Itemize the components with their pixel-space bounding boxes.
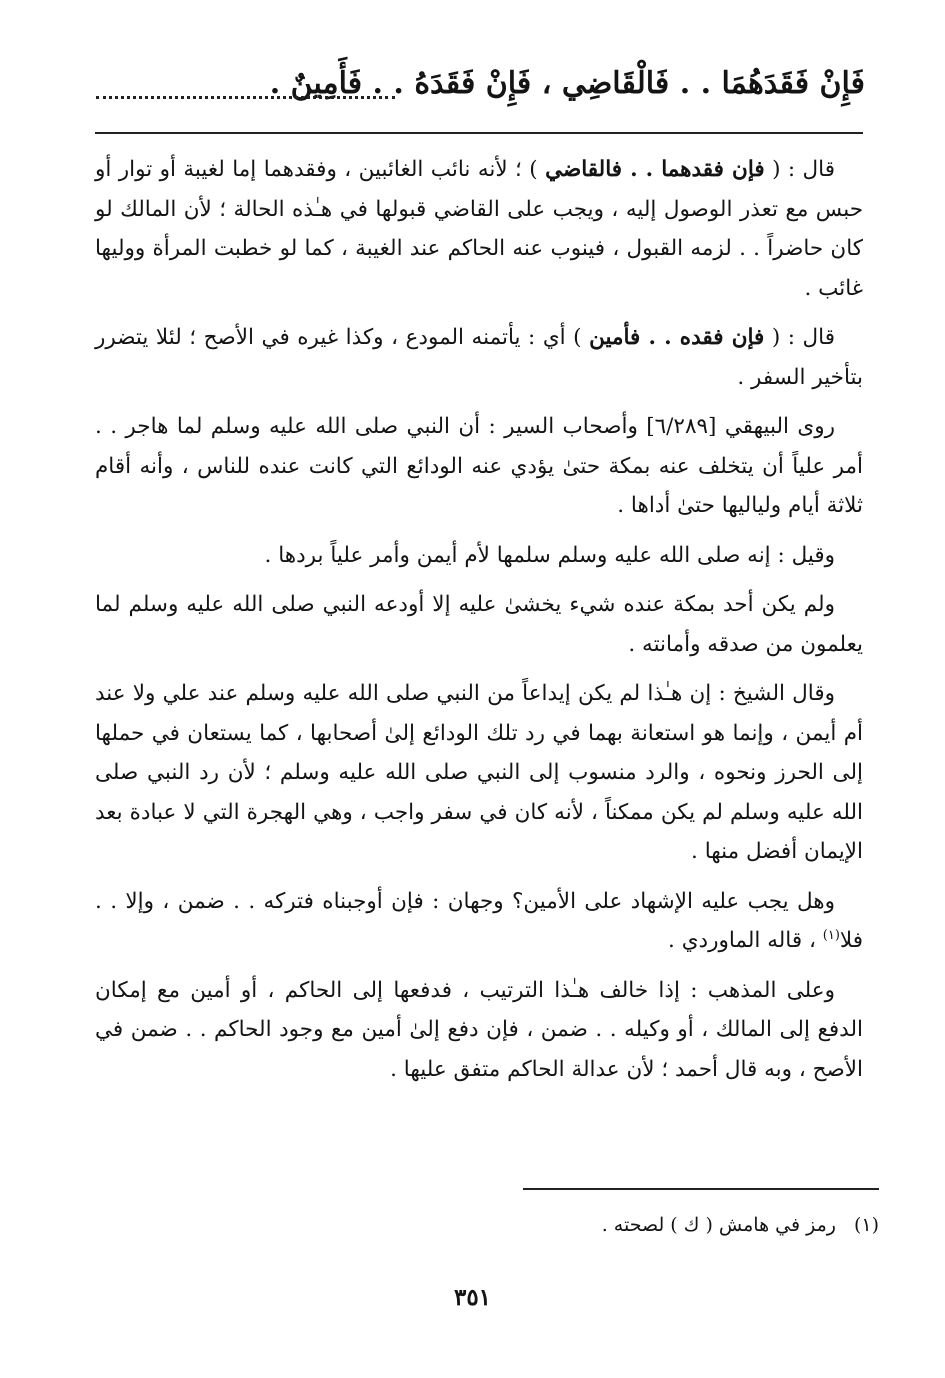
dotted-leader <box>96 76 395 99</box>
footnote-number: (١) <box>853 1214 879 1236</box>
paragraph-7: وهل يجب عليه الإشهاد على الأمين؟ وجهان : فإن أوجبناه فتركه . . ضمن ، وإلا . . فلا$^{(١)}$ ، قاله الماوردي . <box>95 888 863 953</box>
matn-quote: فإن فقده . . فأمين <box>589 325 765 350</box>
paragraph-3: روى البيهقي [٦/٢٨٩] وأصحاب السير : أن النبي صلى الله عليه وسلم لما هاجر . . أمر علياً أن يتخلف عنه بمكة حتىٰ يؤدي عنه الودائع التي كانت عنده للناس ، وأنه أقام ثلاثة أيام ولياليها حتىٰ أداها . <box>95 414 863 518</box>
running-head <box>96 62 865 122</box>
footnote-rule <box>523 1188 879 1190</box>
paragraph-2: قال : ( فإن فقده . . فأمين ) أي : يأتمنه المودع ، وكذا غيره في الأصح ؛ لئلا يتضرر بتأخير السفر . <box>95 325 863 390</box>
main-text <box>95 150 863 1099</box>
paragraph-4: وقيل : إنه صلى الله عليه وسلم سلمها لأم أيمن وأمر علياً بردها . <box>264 542 835 568</box>
footnote-marker[interactable]: (١) <box>822 927 840 943</box>
page-number: ٣٥١ <box>453 1284 492 1311</box>
header-rule <box>95 132 863 134</box>
paragraph-8: وعلى المذهب : إذا خالف هـٰذا الترتيب ، فدفعها إلى الحاكم ، أو أمين مع إمكان الدفع إلى المالك ، أو وكيله . . ضمن ، فإن دفع إلىٰ أمين مع وجود الحاكم . . ضمن في الأصح ، وبه قال أحمد ؛ لأن عدالة الحاكم متفق عليها . <box>95 977 863 1082</box>
footnote <box>95 1210 879 1240</box>
footnote-text: رمز في هامش ( ك ) لصحته . <box>601 1214 836 1236</box>
paragraph-5: ولم يكن أحد بمكة عنده شيء يخشىٰ عليه إلا أودعه النبي صلى الله عليه وسلم لما يعلمون من صدقه وأمانته . <box>95 592 863 657</box>
running-title: فَإِنْ فَقَدَهُمَا . . فَالْقَاضِي ، فَإِنْ فَقَدَهُ . . فَأَمِينٌ . <box>269 66 865 101</box>
paragraph-1: قال : ( فإن فقدهما . . فالقاضي ) ؛ لأنه نائب الغائبين ، وفقدهما إما لغيبة أو توار أو حبس مع تعذر الوصول إليه ، ويجب على القاضي قبولها في هـٰذه الحالة ؛ لأن المالك لو كان حاضراً . . لزمه القبول ، فينوب عنه الحاكم عند الغيبة ، كما لو خطبت المرأة ووليها غائب . <box>95 157 863 301</box>
matn-quote: فإن فقدهما . . فالقاضي <box>545 157 765 182</box>
paragraph-6: وقال الشيخ : إن هـٰذا لم يكن إيداعاً من النبي صلى الله عليه وسلم عند علي ولا عند أم أيمن ، وإنما هو استعانة بهما في رد تلك الودائع إلىٰ أصحابها ، كما يستعان في حملها إلى الحرز ونحوه ، والرد منسوب إلى النبي صلى الله عليه وسلم ؛ لأن رد النبي صلى الله عليه وسلم لم يكن ممكناً ، لأنه كان في سفر واجب ، وهي الهجرة التي لا عبادة بعد الإيمان أفضل منها . <box>95 681 863 864</box>
